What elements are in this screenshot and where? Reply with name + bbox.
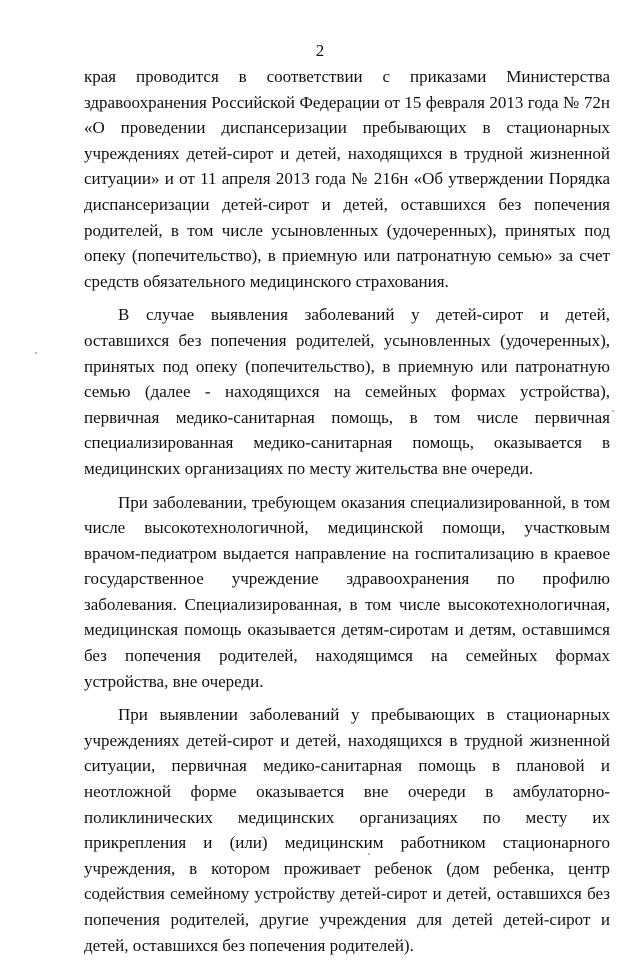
document-body — [84, 64, 610, 966]
scan-speck — [368, 853, 370, 855]
scan-speck — [35, 352, 37, 354]
page-number: 2 — [315, 41, 325, 60]
paragraph-continuation: края проводится в соответствии с приказами Министерства здравоохранения Российской Федерации от 15 февраля 2013 года № 72н «О проведении диспансеризации пребывающих в стационарных учреждениях детей-сирот и детей, находящихся в трудной жизненной ситуации» и от 11 апреля 2013 года № 216н «Об утверждении Порядка диспансеризации детей-сирот и детей, оставшихся без попечения родителей, в том числе усыновленных (удочеренных), принятых под опеку (попечительство), в приемную или патронатную семью» за счет средств обязательного медицинского страхования. — [84, 67, 610, 291]
scan-speck — [612, 410, 614, 412]
paragraph-specialized-care-referral: При заболевании, требующем оказания специализированной, в том числе высокотехнологичной, медицинской помощи, участковым врачом-педиатром выдается направление на госпитализацию в краевое государственное учреждение здравоохранения по профилю заболевания. Специализированная, в том числе высокотехнологичная, медицинская помощь оказывается детям-сиротам и детям, оставшимся без попечения родителей, находящимся на семейных формах устройства, вне очереди. — [84, 492, 610, 691]
paragraph-institutional-care: При выявлении заболеваний у пребывающих в стационарных учреждениях детей-сирот и детей, находящихся в трудной жизненной ситуации, первичная медико-санитарная помощь в плановой и неотложной форме оказывается вне очереди в амбулаторно-поликлинических медицинских организациях по месту их прикрепления и (или) медицинским работником стационарного учреждения, в котором проживает ребенок (дом ребенка, центр содействия семейному устройству детей-сирот и детей, оставшихся без попечения родителей, другие учреждения для детей детей-сирот и детей, оставшихся без попечения родителей). — [84, 705, 610, 955]
paragraph-disease-detection-family-forms: В случае выявления заболеваний у детей-сирот и детей, оставшихся без попечения родителей, усыновленных (удочеренных), принятых под опеку (попечительство), в приемную или патронатную семью (далее - находящихся на семейных формах устройства), первичная медико-санитарная помощь, в том числе первичная специализированная медико-санитарная помощь, оказывается в медицинских организациях по месту жительства вне очереди. — [84, 305, 610, 478]
